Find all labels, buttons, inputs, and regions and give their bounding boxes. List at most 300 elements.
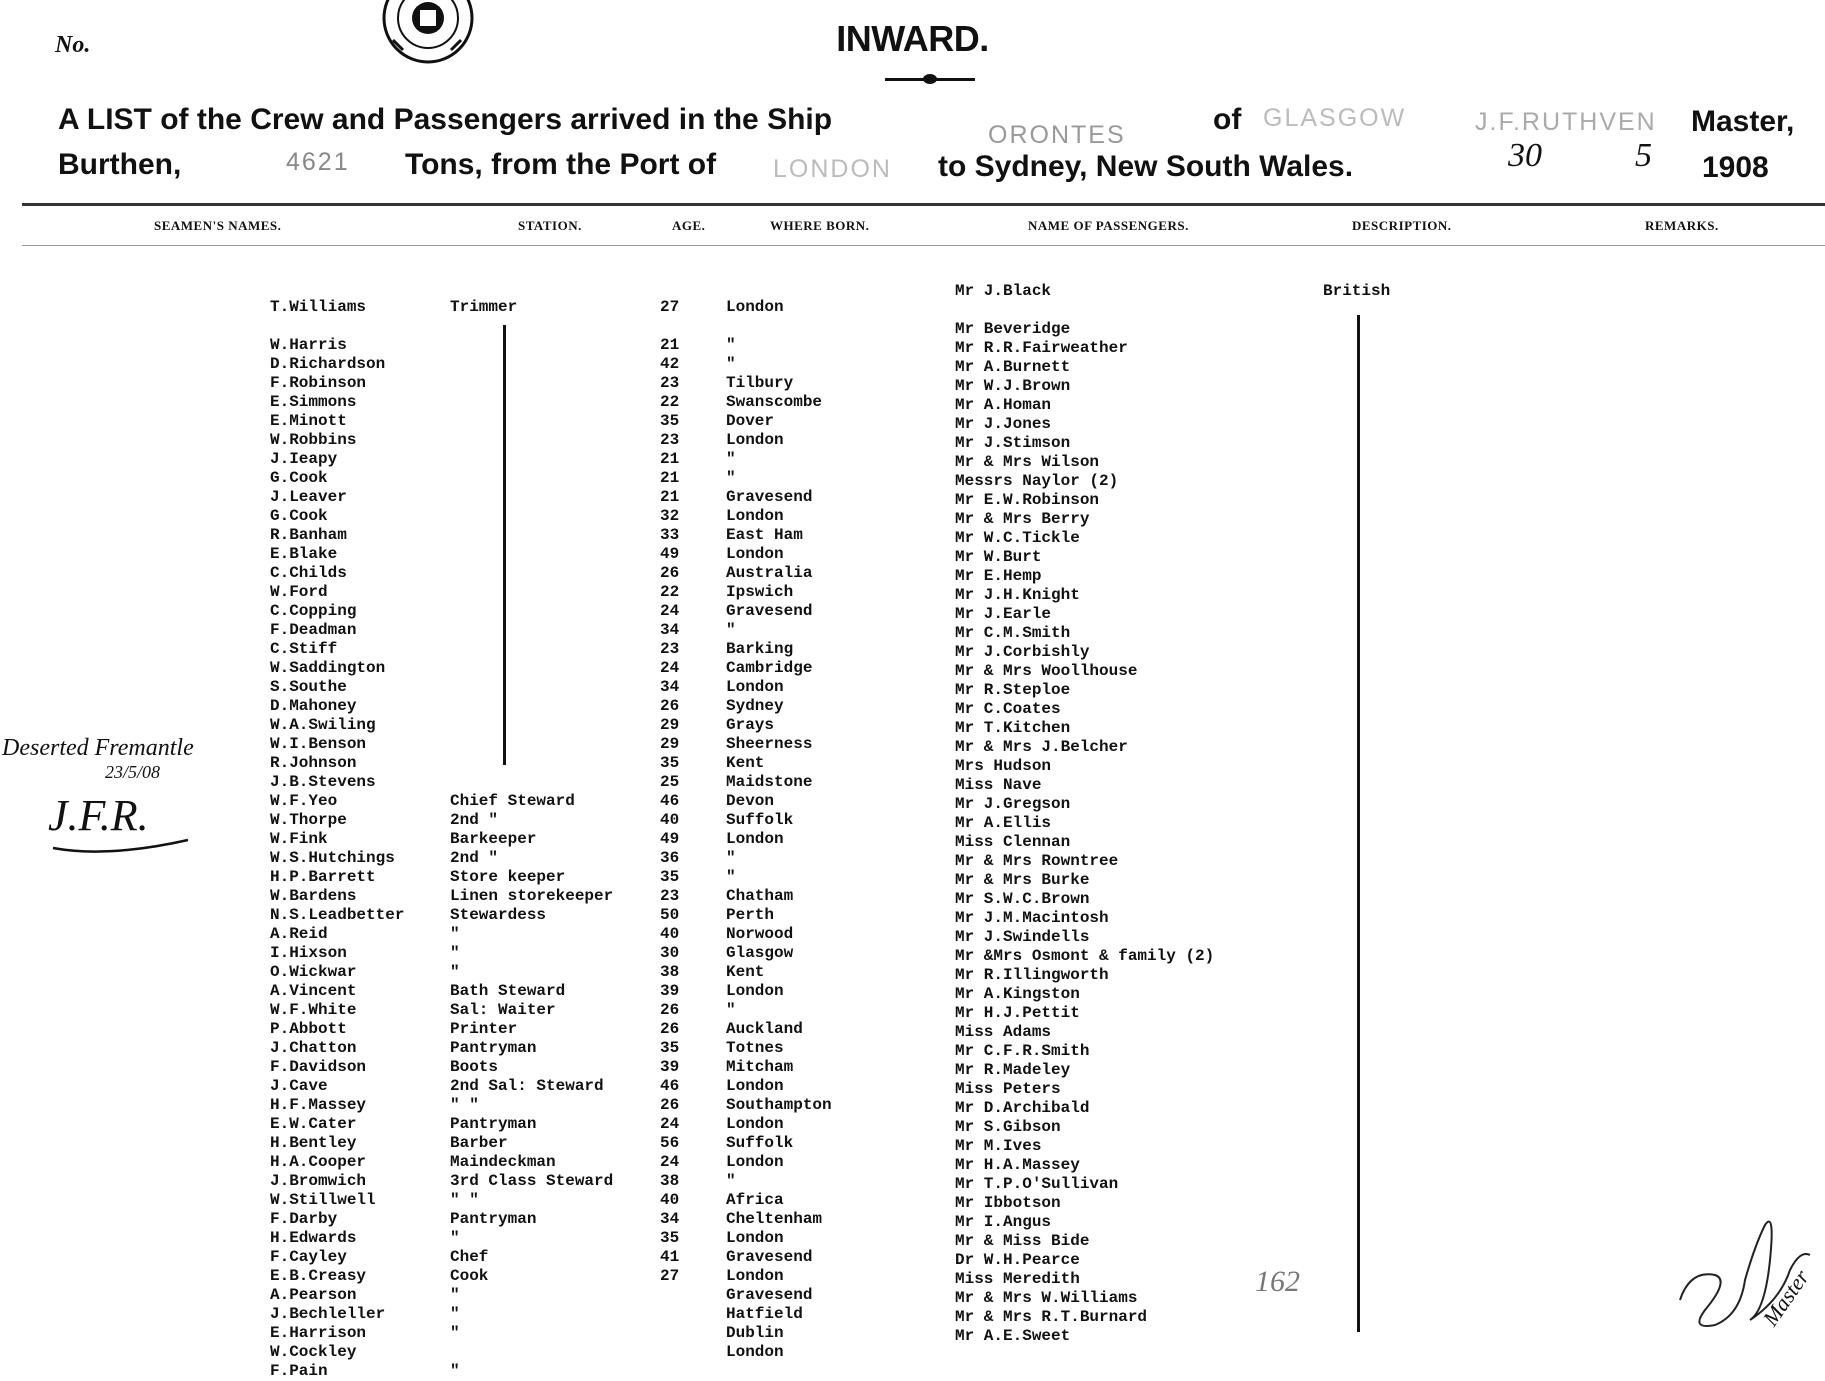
ship-name: ORONTES <box>988 121 1126 149</box>
crew-age-cell: 21 <box>660 488 680 506</box>
crew-age-cell: 49 <box>660 545 680 563</box>
crew-born-cell: Sheerness <box>726 735 813 753</box>
crew-name-cell: R.Johnson <box>270 754 357 772</box>
crew-name-cell: H.F.Massey <box>270 1096 367 1114</box>
passenger-row: Mr H.A.Massey <box>955 1156 1080 1174</box>
crew-born-cell <box>726 1362 832 1381</box>
crew-born-cell: Norwood <box>726 925 794 943</box>
crew-born-cell: Suffolk <box>726 811 794 829</box>
crew-age-cell: 32 <box>660 507 680 525</box>
number-label: No. <box>55 32 91 58</box>
crew-station-cell <box>450 583 613 602</box>
crew-born-cell: Chatham <box>726 887 794 905</box>
crew-born-cell: " <box>726 336 736 354</box>
passenger-row: Mr W.C.Tickle <box>955 529 1080 547</box>
crew-born-cell: " <box>726 450 736 468</box>
crew-age-cell: 23 <box>660 640 680 658</box>
col-age: AGE. <box>672 218 706 233</box>
crew-name-cell: W.A.Swiling <box>270 716 376 734</box>
crew-station-cell <box>450 697 613 716</box>
crew-station-cell <box>450 355 613 374</box>
crew-station-cell <box>450 393 613 412</box>
crew-station-cell <box>450 640 613 659</box>
crew-born-cell: London <box>726 830 784 848</box>
crew-age-cell: 21 <box>660 450 680 468</box>
crew-name-cell: H.P.Barrett <box>270 868 376 886</box>
crew-name-cell <box>270 317 404 336</box>
crew-name-cell: W.Harris <box>270 336 347 354</box>
crew-station-cell: " <box>450 963 460 981</box>
passenger-row: Mr T.Kitchen <box>955 719 1071 737</box>
crew-born-cell: Glasgow <box>726 944 794 962</box>
of-label: of <box>1213 103 1242 136</box>
crew-age-cell: 24 <box>660 1115 680 1133</box>
crew-age-cell: 38 <box>660 963 680 981</box>
passenger-row: Mr J.Swindells <box>955 928 1090 946</box>
passenger-row: Mr R.R.Fairweather <box>955 339 1128 357</box>
crew-born-cell: London <box>726 1153 784 1171</box>
crew-station-cell: Stewardess <box>450 906 547 924</box>
crew-station-cell: Pantryman <box>450 1115 537 1133</box>
col-station: STATION. <box>518 218 582 233</box>
crew-name-cell: E.Harrison <box>270 1324 367 1342</box>
passenger-row: Mr & Mrs J.Belcher <box>955 738 1128 756</box>
col-passengers: NAME OF PASSENGERS. <box>1028 218 1189 233</box>
crew-name-cell: H.A.Cooper <box>270 1153 367 1171</box>
crew-name-cell: F.Robinson <box>270 374 367 392</box>
crew-age-cell: 34 <box>660 1210 680 1228</box>
crew-born-cell: Gravesend <box>726 1248 813 1266</box>
crew-age-cell: 22 <box>660 583 680 601</box>
passenger-row: Mr & Mrs W.Williams <box>955 1289 1138 1307</box>
passenger-row: Mr A.E.Sweet <box>955 1327 1071 1345</box>
page-title: INWARD. <box>836 18 989 59</box>
passenger-row: Mr J.Gregson <box>955 795 1071 813</box>
passenger-row: Mr & Mrs Wilson <box>955 453 1100 471</box>
crew-station-cell: Pantryman <box>450 1210 537 1228</box>
master-label: Master, <box>1691 105 1795 138</box>
crew-age-cell: 26 <box>660 564 680 582</box>
col-where-born: WHERE BORN. <box>770 218 870 233</box>
crew-name-cell: F.Darby <box>270 1210 338 1228</box>
passenger-row: Mr J.M.Macintosh <box>955 909 1109 927</box>
passenger-row: Mr I.Angus <box>955 1213 1052 1231</box>
passenger-row: Mr C.M.Smith <box>955 624 1071 642</box>
crew-born-cell: London <box>726 1267 784 1285</box>
crew-station-cell <box>450 317 613 336</box>
crew-station-cell <box>450 754 613 773</box>
passenger-row: Mr J.H.Knight <box>955 586 1080 604</box>
crew-name-cell: W.Bardens <box>270 887 357 905</box>
crew-name-cell: C.Copping <box>270 602 357 620</box>
crew-age-cell: 39 <box>660 982 680 1000</box>
crew-born-cell: Hatfield <box>726 1305 803 1323</box>
crew-born-cell: London <box>726 1229 784 1247</box>
crew-name-cell: W.Stillwell <box>270 1191 376 1209</box>
crew-born-cell: London <box>726 982 784 1000</box>
crew-age-cell: 24 <box>660 602 680 620</box>
crew-name-cell: W.S.Hutchings <box>270 849 395 867</box>
crew-station-cell <box>450 507 613 526</box>
crew-age-cell <box>660 1305 679 1324</box>
crew-station-cell: " <box>450 1229 460 1247</box>
crew-name-cell: J.Bromwich <box>270 1172 367 1190</box>
passenger-row: Mr T.P.O'Sullivan <box>955 1175 1119 1193</box>
date-year: 1908 <box>1702 151 1769 184</box>
crew-born-cell: Australia <box>726 564 813 582</box>
passenger-row: Mr Beveridge <box>955 320 1071 338</box>
crew-born-cell: " <box>726 1001 736 1019</box>
port-of-registry: GLASGOW <box>1263 104 1407 132</box>
crew-age-cell: 23 <box>660 374 680 392</box>
crew-age-cell: 26 <box>660 1001 680 1019</box>
crew-age-cell: 22 <box>660 393 680 411</box>
crew-born-cell: Grays <box>726 716 775 734</box>
crew-station-cell: Maindeckman <box>450 1153 556 1171</box>
crew-station-cell <box>450 621 613 640</box>
crew-name-cell: A.Reid <box>270 925 328 943</box>
crew-station-cell: Boots <box>450 1058 499 1076</box>
crew-born-cell: Gravesend <box>726 602 813 620</box>
crew-name-cell: E.B.Creasy <box>270 1267 367 1285</box>
crew-age-cell: 24 <box>660 659 680 677</box>
passenger-row: Miss Meredith <box>955 1270 1080 1288</box>
crew-station-cell <box>450 716 613 735</box>
passenger-row: Mr J.Corbishly <box>955 643 1090 661</box>
count-note: 162 <box>1255 1265 1300 1298</box>
crew-station-cell <box>450 545 613 564</box>
crew-age-cell: 35 <box>660 754 680 772</box>
crew-age-cell: 35 <box>660 1039 680 1057</box>
crew-born-cell: London <box>726 545 784 563</box>
crew-name-cell: W.Robbins <box>270 431 357 449</box>
crew-station-cell: Trimmer <box>450 298 518 316</box>
crew-age-cell: 35 <box>660 1229 680 1247</box>
crew-age-cell <box>660 1362 679 1381</box>
passenger-row: Mr H.J.Pettit <box>955 1004 1080 1022</box>
burthen-label: Burthen, <box>58 148 182 181</box>
crew-born-cell: Gravesend <box>726 1286 813 1304</box>
passenger-row: Mr A.Kingston <box>955 985 1080 1003</box>
crew-born-cell: East Ham <box>726 526 803 544</box>
crew-station-column <box>450 298 613 1381</box>
crew-born-cell: Ipswich <box>726 583 794 601</box>
crew-born-cell <box>726 317 832 336</box>
crew-names-column <box>270 298 404 1381</box>
crew-name-cell: G.Cook <box>270 507 328 525</box>
passenger-row: Mr & Mrs Burke <box>955 871 1090 889</box>
crew-station-cell <box>450 659 613 678</box>
crew-age-cell: 40 <box>660 811 680 829</box>
crew-station-cell: 2nd " <box>450 849 499 867</box>
crew-born-cell: London <box>726 507 784 525</box>
passenger-row: Mr D.Archibald <box>955 1099 1090 1117</box>
passenger-row: Messrs Naylor (2) <box>955 472 1119 490</box>
crew-station-cell: " <box>450 1286 460 1304</box>
crew-station-cell: 2nd Sal: Steward <box>450 1077 604 1095</box>
crew-station-cell <box>450 564 613 583</box>
passenger-row: Mr & Mrs Berry <box>955 510 1090 528</box>
passenger-row: Mr R.Madeley <box>955 1061 1071 1079</box>
header-line1-text: A LIST of the Crew and Passengers arrived in the Ship <box>58 103 833 136</box>
crew-born-column <box>726 298 832 1381</box>
passenger-row: Dr W.H.Pearce <box>955 1251 1080 1269</box>
crew-age-cell: 26 <box>660 1096 680 1114</box>
crew-age-cell: 26 <box>660 1020 680 1038</box>
crew-age-cell: 40 <box>660 1191 680 1209</box>
crew-age-cell: 42 <box>660 355 680 373</box>
crew-name-cell: W.F.White <box>270 1001 357 1019</box>
crew-age-cell: 35 <box>660 868 680 886</box>
passenger-row: Mr C.F.R.Smith <box>955 1042 1090 1060</box>
crew-age-cell: 40 <box>660 925 680 943</box>
passenger-row: Mr E.Hemp <box>955 567 1042 585</box>
crew-name-cell: C.Childs <box>270 564 347 582</box>
crew-age-cell: 49 <box>660 830 680 848</box>
crew-station-cell: Bath Steward <box>450 982 566 1000</box>
crew-born-cell: Swanscombe <box>726 393 823 411</box>
date-month: 5 <box>1635 137 1652 174</box>
crew-station-cell: " <box>450 1324 460 1342</box>
crew-age-cell: 23 <box>660 887 680 905</box>
crew-born-cell: London <box>726 431 784 449</box>
crew-born-cell: " <box>726 621 736 639</box>
crew-age-cell: 38 <box>660 1172 680 1190</box>
station-ditto-line <box>503 325 506 765</box>
passenger-row: Mr J.Black <box>955 282 1052 300</box>
passenger-row: Mr & Miss Bide <box>955 1232 1090 1250</box>
crew-born-cell: Sydney <box>726 697 784 715</box>
crew-name-cell: E.W.Cater <box>270 1115 357 1133</box>
crew-station-cell: " <box>450 1305 460 1323</box>
passenger-row: Mr R.Illingworth <box>955 966 1109 984</box>
crew-age-column <box>660 298 679 1381</box>
crew-name-cell: O.Wickwar <box>270 963 357 981</box>
crew-born-cell: Kent <box>726 963 765 981</box>
signature-label: Master <box>1757 1265 1814 1331</box>
crew-born-cell: London <box>726 1115 784 1133</box>
master-signature-icon <box>1660 1150 1825 1350</box>
crew-station-cell <box>450 469 613 488</box>
passenger-row: Mr M.Ives <box>955 1137 1042 1155</box>
column-header-rule <box>22 245 1825 246</box>
crew-station-cell: Linen storekeeper <box>450 887 614 905</box>
crew-age-cell: 50 <box>660 906 680 924</box>
crew-name-cell: A.Vincent <box>270 982 357 1000</box>
crew-born-cell: Perth <box>726 906 775 924</box>
crew-born-cell: London <box>726 678 784 696</box>
crew-name-cell: T.Williams <box>270 298 367 316</box>
crew-name-cell: I.Hixson <box>270 944 347 962</box>
margin-underline-icon <box>48 828 198 858</box>
passengers-column <box>955 282 1214 1346</box>
crew-age-cell: 35 <box>660 412 680 430</box>
crew-age-cell: 29 <box>660 716 680 734</box>
crew-name-cell: W.Fink <box>270 830 328 848</box>
crew-born-cell: Maidstone <box>726 773 813 791</box>
crew-station-cell: Store keeper <box>450 868 566 886</box>
passenger-row: Mr S.W.C.Brown <box>955 890 1090 908</box>
crew-age-cell: 33 <box>660 526 680 544</box>
crew-name-cell: G.Cook <box>270 469 328 487</box>
col-seamen-names: SEAMEN'S NAMES. <box>154 218 282 233</box>
crew-age-cell <box>660 1286 679 1305</box>
crew-age-cell: 25 <box>660 773 680 791</box>
passenger-row: Mr & Mrs R.T.Burnard <box>955 1308 1148 1326</box>
passenger-row: Mr A.Homan <box>955 396 1052 414</box>
crew-born-cell: " <box>726 355 736 373</box>
crew-born-cell: Totnes <box>726 1039 784 1057</box>
crew-born-cell: Devon <box>726 792 775 810</box>
crew-name-cell: C.Stiff <box>270 640 338 658</box>
passenger-row: Mr J.Stimson <box>955 434 1071 452</box>
passenger-row: Mr E.W.Robinson <box>955 491 1100 509</box>
crew-station-cell: Chef <box>450 1248 489 1266</box>
crew-born-cell: London <box>726 1077 784 1095</box>
col-remarks: REMARKS. <box>1645 218 1719 233</box>
crew-name-cell: H.Bentley <box>270 1134 357 1152</box>
crew-age-cell: 23 <box>660 431 680 449</box>
crew-name-cell: F.Deadman <box>270 621 357 639</box>
crew-age-cell: 21 <box>660 336 680 354</box>
passenger-row: Mr R.Steploe <box>955 681 1071 699</box>
crew-age-cell: 36 <box>660 849 680 867</box>
crew-age-cell: 27 <box>660 1267 680 1285</box>
passenger-row: Mr W.J.Brown <box>955 377 1071 395</box>
crew-age-cell: 46 <box>660 1077 680 1095</box>
crew-name-cell: F.Pain <box>270 1362 328 1380</box>
crew-age-cell: 39 <box>660 1058 680 1076</box>
crew-age-cell: 26 <box>660 697 680 715</box>
passenger-row <box>955 301 1214 320</box>
crew-born-cell: Gravesend <box>726 488 813 506</box>
crew-born-cell: Dover <box>726 412 775 430</box>
crew-name-cell: D.Richardson <box>270 355 386 373</box>
crew-station-cell <box>450 678 613 697</box>
passenger-row: Mr A.Burnett <box>955 358 1071 376</box>
crew-station-cell: Barkeeper <box>450 830 537 848</box>
crew-name-cell: W.Saddington <box>270 659 386 677</box>
passenger-row: Mr &Mrs Osmont & family (2) <box>955 947 1215 965</box>
crew-age-cell: 34 <box>660 678 680 696</box>
crew-age-cell: 34 <box>660 621 680 639</box>
crew-name-cell: F.Davidson <box>270 1058 367 1076</box>
crew-name-cell: J.Leaver <box>270 488 347 506</box>
passenger-row: Mr C.Coates <box>955 700 1061 718</box>
crew-age-cell: 41 <box>660 1248 680 1266</box>
crew-born-cell: " <box>726 849 736 867</box>
passenger-row: Mr J.Jones <box>955 415 1052 433</box>
crew-age-cell <box>660 317 679 336</box>
crew-station-cell: " " <box>450 1096 479 1114</box>
tons-value: 4621 <box>286 148 350 176</box>
crew-name-cell: N.S.Leadbetter <box>270 906 405 924</box>
passenger-row: Mr S.Gibson <box>955 1118 1061 1136</box>
header-rule <box>22 203 1825 206</box>
crew-born-cell: Cambridge <box>726 659 813 677</box>
crew-age-cell: 27 <box>660 298 680 316</box>
crew-born-cell: Africa <box>726 1191 784 1209</box>
crew-name-cell: H.Edwards <box>270 1229 357 1247</box>
crew-station-cell: " " <box>450 1191 479 1209</box>
crew-station-cell: Sal: Waiter <box>450 1001 556 1019</box>
crew-born-cell: " <box>726 1172 736 1190</box>
crew-name-cell: P.Abbott <box>270 1020 347 1038</box>
crew-name-cell: R.Banham <box>270 526 347 544</box>
crew-age-cell: 46 <box>660 792 680 810</box>
crew-born-cell: Southampton <box>726 1096 832 1114</box>
crew-born-cell: Suffolk <box>726 1134 794 1152</box>
crew-born-cell: Auckland <box>726 1020 803 1038</box>
crew-station-cell: 2nd " <box>450 811 499 829</box>
crew-station-cell <box>450 773 613 792</box>
crew-name-cell: E.Simmons <box>270 393 357 411</box>
crew-age-cell: 29 <box>660 735 680 753</box>
crew-name-cell: E.Minott <box>270 412 347 430</box>
passenger-row: Miss Adams <box>955 1023 1052 1041</box>
crew-name-cell: W.I.Benson <box>270 735 367 753</box>
crew-born-cell: Barking <box>726 640 794 658</box>
crew-station-cell: Cook <box>450 1267 489 1285</box>
crew-name-cell: J.Ieapy <box>270 450 338 468</box>
tons-label: Tons, from the Port of <box>405 148 717 181</box>
crew-name-cell: S.Southe <box>270 678 347 696</box>
crew-age-cell: 24 <box>660 1153 680 1171</box>
crew-born-cell: " <box>726 469 736 487</box>
crew-born-cell: " <box>726 868 736 886</box>
crew-name-cell: A.Pearson <box>270 1286 357 1304</box>
passenger-row: Mr Ibbotson <box>955 1194 1061 1212</box>
crew-station-cell <box>450 735 613 754</box>
crew-station-cell: Printer <box>450 1020 518 1038</box>
master-name: J.F.RUTHVEN <box>1475 108 1657 136</box>
passenger-row: Miss Clennan <box>955 833 1071 851</box>
description-value: British <box>1323 282 1391 300</box>
crew-station-cell <box>450 602 613 621</box>
passenger-row: Mr A.Ellis <box>955 814 1052 832</box>
crew-station-cell: Chief Steward <box>450 792 575 810</box>
crew-station-cell <box>450 431 613 450</box>
passenger-row: Mr & Mrs Rowntree <box>955 852 1119 870</box>
crew-name-cell: F.Cayley <box>270 1248 347 1266</box>
crew-name-cell: W.Thorpe <box>270 811 347 829</box>
passenger-row: Miss Nave <box>955 776 1042 794</box>
crew-name-cell: E.Blake <box>270 545 338 563</box>
crew-station-cell: " <box>450 1362 460 1380</box>
crew-age-cell: 21 <box>660 469 680 487</box>
crew-name-cell: W.Ford <box>270 583 328 601</box>
passenger-row: Miss Peters <box>955 1080 1061 1098</box>
crew-born-cell: Dublin <box>726 1324 784 1342</box>
margin-initials: J.F.R. <box>48 791 149 840</box>
crew-name-cell: W.Cockley <box>270 1343 357 1361</box>
passenger-row: Mr W.Burt <box>955 548 1042 566</box>
title-divider <box>885 78 975 81</box>
passenger-row: Mrs Hudson <box>955 757 1052 775</box>
crew-station-cell <box>450 526 613 545</box>
margin-note: Deserted Fremantle <box>2 735 194 761</box>
crew-born-cell: Mitcham <box>726 1058 794 1076</box>
from-port: LONDON <box>773 155 892 183</box>
margin-date: 23/5/08 <box>105 762 161 782</box>
crew-born-cell: London <box>726 1343 784 1361</box>
crew-born-cell: Tilbury <box>726 374 794 392</box>
crew-station-cell <box>450 488 613 507</box>
crew-station-cell <box>450 1343 613 1362</box>
col-description: DESCRIPTION. <box>1352 218 1452 233</box>
crew-station-cell <box>450 450 613 469</box>
passenger-row: Mr J.Earle <box>955 605 1052 623</box>
